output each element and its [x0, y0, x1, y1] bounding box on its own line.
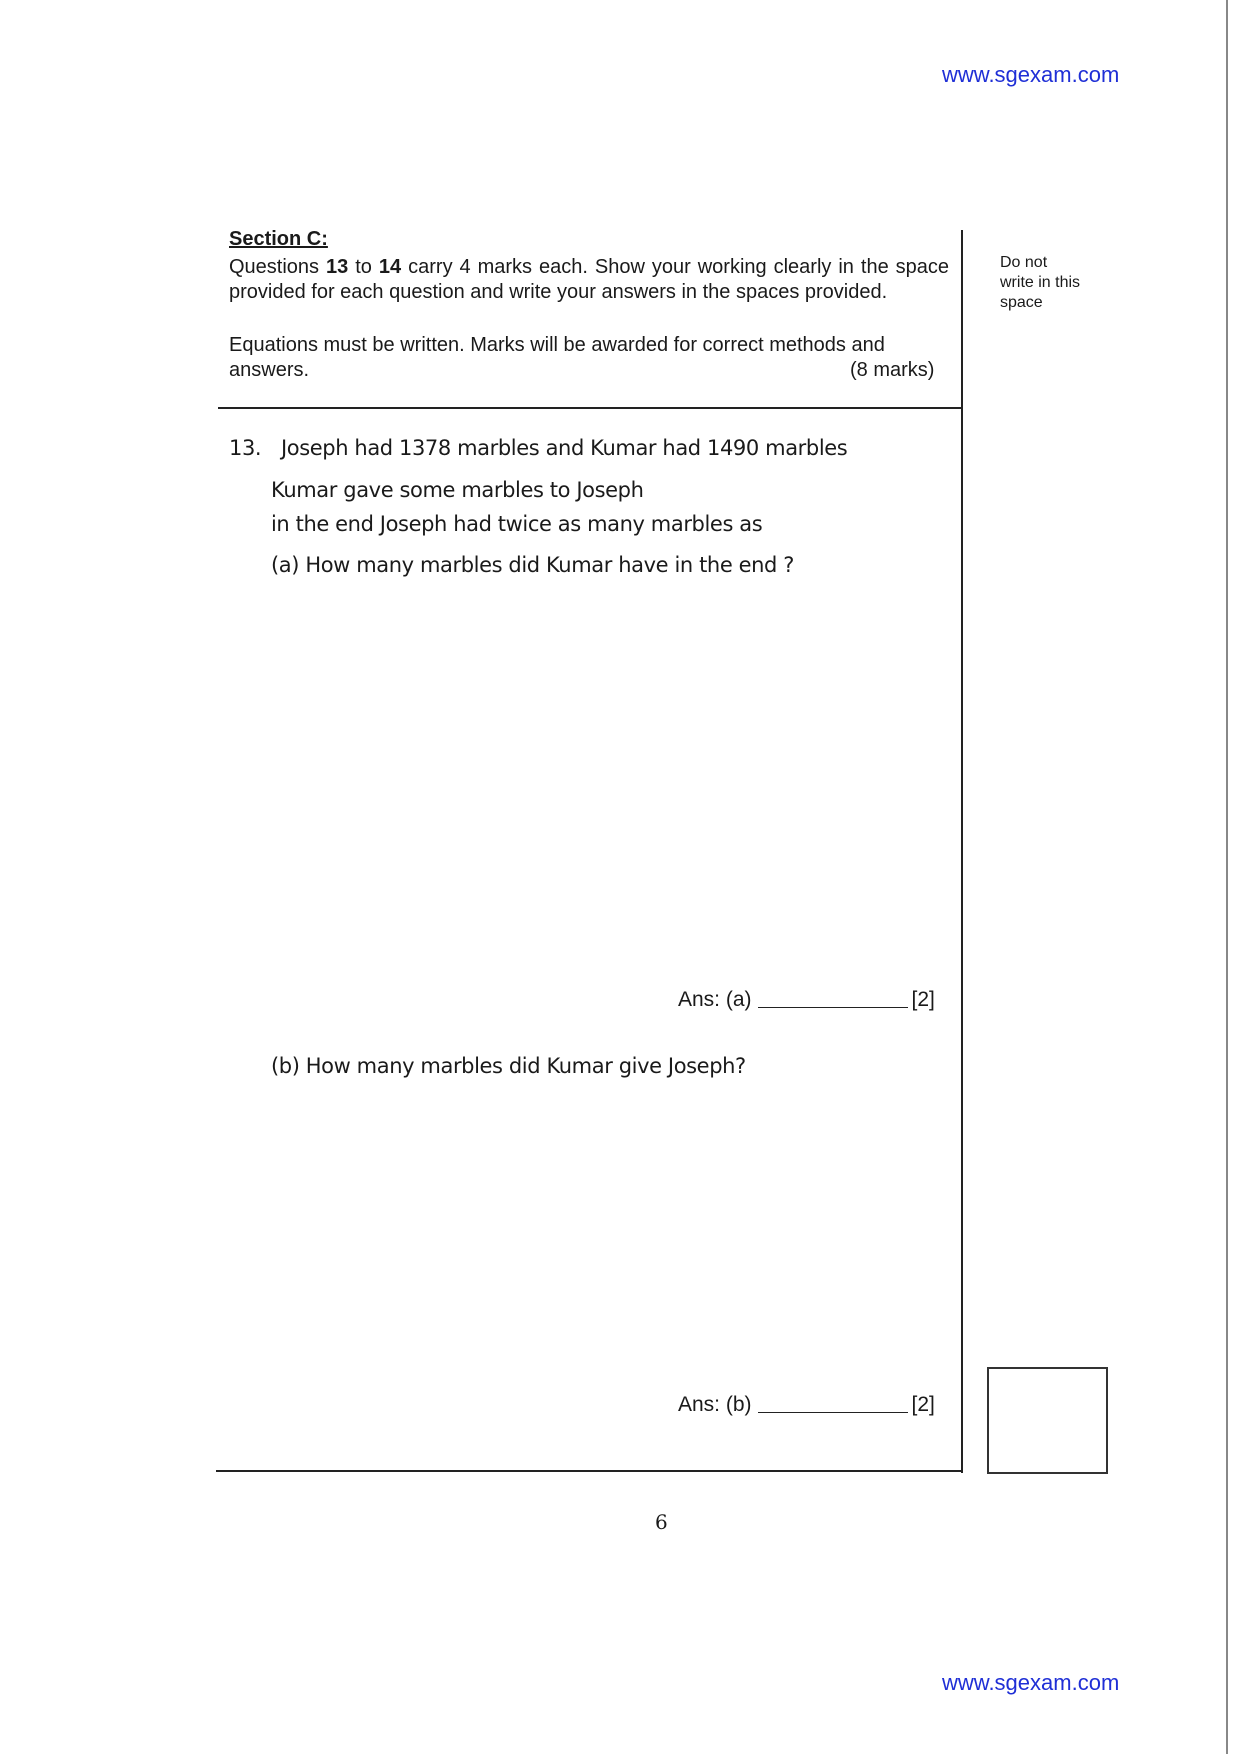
question-number: 13.	[229, 436, 262, 460]
marks-box[interactable]	[987, 1367, 1108, 1474]
page-number: 6	[655, 1510, 668, 1534]
answer-b-marks: [2]	[911, 1393, 935, 1416]
instructions-q-end: 14	[378, 256, 402, 278]
margin-note-line3: space	[1000, 294, 1043, 311]
question-stem-line1: Joseph had 1378 marbles and Kumar had 1490 marbles	[281, 436, 848, 460]
question-part-b: (b) How many marbles did Kumar give Joseph?	[271, 1054, 746, 1078]
instructions-q-start: 13	[326, 256, 349, 278]
answer-b-blank[interactable]	[758, 1411, 908, 1413]
margin-note	[1000, 253, 1110, 313]
question-stem-line3: in the end Joseph had twice as many marbles as	[271, 512, 763, 536]
section-title: Section C:	[229, 228, 328, 250]
question-part-a: (a) How many marbles did Kumar have in the end ?	[271, 553, 794, 577]
margin-note-line2: write in this	[1000, 274, 1081, 291]
answer-b-label: Ans: (b)	[678, 1393, 752, 1416]
answer-b-row	[678, 1393, 935, 1417]
margin-divider-line	[961, 230, 963, 1473]
answer-a-row	[678, 988, 935, 1012]
instructions-prefix: Questions	[229, 256, 320, 278]
header-site-link[interactable]: www.sgexam.com	[942, 62, 1120, 87]
answer-a-blank[interactable]	[758, 1006, 908, 1008]
question-bottom-line	[216, 1470, 963, 1472]
instructions-divider-line	[218, 407, 963, 409]
section-instructions-2: Equations must be written. Marks will be awarded for correct methods and answers.	[229, 334, 885, 381]
instructions-part1: carry 4 marks each. Show your working clearly in the space provided for each question and write your answers in the spaces provided.	[229, 256, 950, 303]
instructions-to: to	[355, 256, 372, 278]
section-total-marks: (8 marks)	[850, 359, 935, 381]
footer-site-link[interactable]: www.sgexam.com	[942, 1670, 1120, 1695]
answer-a-marks: [2]	[911, 988, 935, 1011]
answer-a-label: Ans: (a)	[678, 988, 752, 1011]
section-instructions	[229, 255, 949, 305]
scan-edge	[1226, 0, 1228, 1754]
margin-note-line1: Do not	[1000, 254, 1048, 271]
question-stem-line2: Kumar gave some marbles to Joseph	[271, 478, 644, 502]
